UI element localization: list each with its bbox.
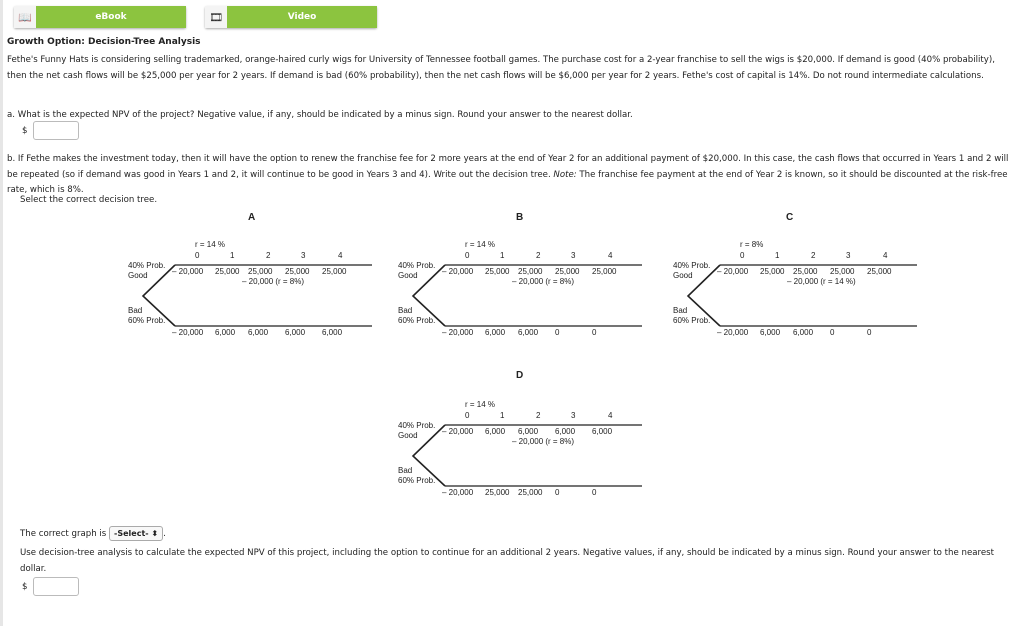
problem-intro: Fethe's Funny Hats is considering selling trademarked, orange-haired curly wigs for University of Tennessee football games. The purchase cost for a 2-year franchise to sell the wigs is $20,000. If demand is good (40% probability), then the net cash flows will be $25,000 per year for 2 years. If demand is bad (60% probability), then the net cash flows will be $6,000 per year for 2 years. Fethe's cost of capital is 14%. Do not round intermediate calculations. (7, 55, 995, 81)
graph-select-label: The correct graph is (20, 529, 107, 539)
bad-label: Bad (398, 306, 413, 315)
good-cash-flow: – 20,000 (442, 427, 474, 436)
bad-cash-flow: 0 (867, 328, 872, 337)
good-cash-flow: – 20,000 (717, 267, 749, 276)
left-border (0, 0, 3, 626)
good-cash-flow: 25,000 (248, 267, 273, 276)
bad-cash-flow: 25,000 (518, 488, 543, 497)
video-button[interactable] (205, 6, 377, 28)
bad-label: Bad (673, 306, 688, 315)
discount-rate: r = 8% (740, 240, 764, 249)
period-label: 0 (740, 251, 745, 260)
good-label: Good (398, 431, 418, 440)
tree-letter: C (786, 212, 794, 223)
bad-prob-label: 60% Prob. (398, 476, 436, 485)
bad-cash-flow: 6,000 (215, 328, 236, 337)
bad-cash-flow: 25,000 (485, 488, 510, 497)
good-label: Good (128, 271, 148, 280)
bad-cash-flow: 6,000 (322, 328, 343, 337)
bad-label: Bad (398, 466, 413, 475)
currency-symbol: $ (22, 582, 28, 592)
bad-cash-flow: 0 (592, 328, 597, 337)
bad-cash-flow: 6,000 (285, 328, 306, 337)
good-cash-flow: 25,000 (518, 267, 543, 276)
good-cash-flow: 25,000 (867, 267, 892, 276)
bad-cash-flow: – 20,000 (717, 328, 749, 337)
graph-select-value: -Select- (114, 529, 149, 538)
tree-letter: B (516, 212, 524, 223)
tree-letter: A (248, 212, 256, 223)
bad-cash-flow: – 20,000 (172, 328, 204, 337)
period-label: 4 (338, 251, 343, 260)
decision-tree-a (120, 232, 390, 347)
good-cash-flow: 25,000 (592, 267, 617, 276)
bad-prob-label: 60% Prob. (673, 316, 711, 325)
part-a-answer (22, 121, 79, 140)
part-b2-question: Use decision-tree analysis to calculate the expected NPV of this project, including the option to continue for an additional 2 years. Negative values, if any, should be indicated by a minus sign. Round your answer to the nearest dollar. (20, 548, 994, 574)
period-label: 3 (571, 411, 576, 420)
good-cash-flow: 25,000 (322, 267, 347, 276)
renewal-fee: – 20,000 (r = 8%) (512, 277, 575, 286)
period-label: 1 (500, 411, 505, 420)
ebook-button[interactable] (14, 6, 186, 28)
period-label: 2 (266, 251, 271, 260)
expanded-npv-input[interactable] (33, 577, 79, 596)
renewal-fee: – 20,000 (r = 8%) (242, 277, 305, 286)
tree-letter: D (516, 370, 524, 381)
decision-tree-d (390, 392, 660, 507)
period-label: 0 (465, 251, 470, 260)
period-label: 0 (195, 251, 200, 260)
good-prob-label: 40% Prob. (398, 261, 436, 270)
part-b-text: b. If Fethe makes the investment today, then it will have the option to renew the franchise fee for 2 more years at the end of Year 2 for an additional payment of $20,000. In this case, the cash flows that occurred in Years 1 and 2 will be repeated (so if demand was good in Years 1 and 2, it will continue to be good in Years 3 and 4). Write out the decision tree. (7, 154, 1009, 180)
good-label: Good (673, 271, 693, 280)
bad-cash-flow: 6,000 (793, 328, 814, 337)
period-label: 3 (301, 251, 306, 260)
good-cash-flow: 25,000 (760, 267, 785, 276)
good-cash-flow: 6,000 (518, 427, 539, 436)
select-prompt: Select the correct decision tree. (20, 195, 158, 205)
bad-cash-flow: 0 (555, 328, 560, 337)
ebook-label: eBook (36, 6, 186, 28)
good-cash-flow: 6,000 (485, 427, 506, 436)
npv-input[interactable] (33, 121, 79, 140)
discount-rate: r = 14 % (195, 240, 226, 249)
discount-rate: r = 14 % (465, 240, 496, 249)
period-label: 2 (536, 411, 541, 420)
graph-select-row (20, 526, 166, 543)
part-b-text-end: The franchise fee payment at the end of Year 2 is known, so it should be discounted at the risk-free rate, which is 8%. (7, 169, 1008, 195)
video-label: Video (227, 6, 377, 28)
period-label: 4 (608, 251, 613, 260)
bad-cash-flow: 0 (592, 488, 597, 497)
period-label: 1 (500, 251, 505, 260)
currency-symbol: $ (22, 126, 28, 136)
good-cash-flow: 6,000 (555, 427, 576, 436)
part-b-question (7, 152, 1012, 199)
period-label: 2 (811, 251, 816, 260)
bad-cash-flow: 0 (830, 328, 835, 337)
period-label: 4 (883, 251, 888, 260)
note-label: Note: (553, 169, 577, 180)
bad-cash-flow: 6,000 (485, 328, 506, 337)
renewal-fee: – 20,000 (r = 8%) (512, 437, 575, 446)
good-cash-flow: 25,000 (215, 267, 240, 276)
good-cash-flow: 6,000 (592, 427, 613, 436)
period-label: 1 (775, 251, 780, 260)
bad-cash-flow: 0 (555, 488, 560, 497)
good-cash-flow: 25,000 (793, 267, 818, 276)
good-prob-label: 40% Prob. (398, 421, 436, 430)
bad-cash-flow: 6,000 (518, 328, 539, 337)
film-icon: 🎞 (205, 6, 227, 28)
bad-cash-flow: 6,000 (248, 328, 269, 337)
book-icon: 📖 (14, 6, 36, 28)
part-a-question: a. What is the expected NPV of the project? Negative value, if any, should be indicated by a minus sign. Round your answer to the nearest dollar. (7, 110, 633, 120)
discount-rate: r = 14 % (465, 400, 496, 409)
bad-prob-label: 60% Prob. (128, 316, 166, 325)
graph-select[interactable]: -Select- ⬍ (109, 526, 163, 541)
good-cash-flow: 25,000 (285, 267, 310, 276)
good-prob-label: 40% Prob. (673, 261, 711, 270)
period-label: 2 (536, 251, 541, 260)
good-cash-flow: – 20,000 (442, 267, 474, 276)
period-label: 4 (608, 411, 613, 420)
page-title: Growth Option: Decision-Tree Analysis (7, 37, 201, 47)
period-label: 1 (230, 251, 235, 260)
bad-cash-flow: 6,000 (760, 328, 781, 337)
bad-prob-label: 60% Prob. (398, 316, 436, 325)
bad-cash-flow: – 20,000 (442, 328, 474, 337)
good-cash-flow: 25,000 (555, 267, 580, 276)
renewal-fee: – 20,000 (r = 14 %) (787, 277, 856, 286)
period: . (163, 529, 166, 539)
decision-tree-b (390, 232, 660, 347)
good-cash-flow: 25,000 (830, 267, 855, 276)
good-label: Good (398, 271, 418, 280)
part-b2-answer (22, 577, 79, 596)
good-prob-label: 40% Prob. (128, 261, 166, 270)
good-cash-flow: 25,000 (485, 267, 510, 276)
period-label: 3 (846, 251, 851, 260)
period-label: 0 (465, 411, 470, 420)
bad-label: Bad (128, 306, 143, 315)
bad-cash-flow: – 20,000 (442, 488, 474, 497)
period-label: 3 (571, 251, 576, 260)
decision-tree-c (665, 232, 935, 347)
good-cash-flow: – 20,000 (172, 267, 204, 276)
